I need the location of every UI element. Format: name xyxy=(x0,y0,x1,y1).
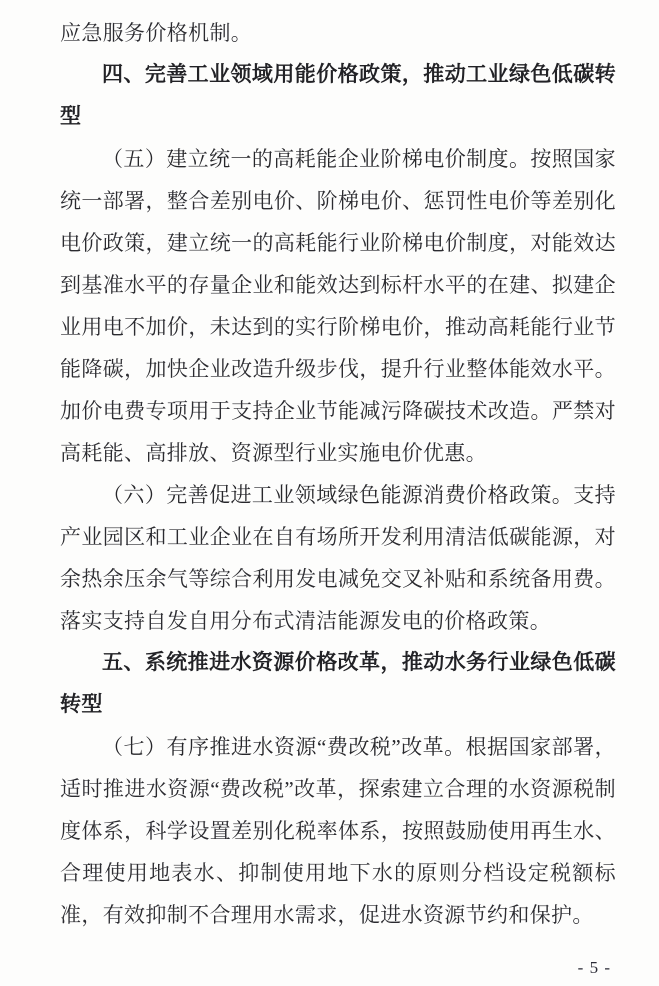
paragraph-lead-sentence: （七）有序推进水资源“费改税”改革。 xyxy=(102,735,466,759)
paragraph-lead-sentence: （六）完善促进工业领域绿色能源消费价格政策。 xyxy=(102,483,574,507)
paragraph-body-text: 根据国家部署，适时推进水资源“费改税”改革，探索建立合理的水资源税制度体系，科学设置差别化税率体系，按照鼓励使用再生水、合理使用地表水、抑制使用地下水的原则分档设定税额标准，有效抑制不合理用水需求，促进水资源节约和保护。 xyxy=(60,735,616,927)
section-heading: 五、系统推进水资源价格改革，推动水务行业绿色低碳转型 xyxy=(60,651,616,716)
paragraph-body-text: 按照国家统一部署，整合差别电价、阶梯电价、惩罚性电价等差别化电价政策，建立统一的高耗能行业阶梯电价制度，对能效达到基准水平的存量企业和能效达到标杆水平的在建、拟建企业用电不加价，未达到的实行阶梯电价，推动高耗能行业节能降碳，加快企业改造升级步伐，提升行业整体能效水平。加价电费专项用于支持企业节能减污降碳技术改造。严禁对高耗能、高排放、资源型行业实施电价优惠。 xyxy=(60,147,616,465)
document-content xyxy=(60,12,616,936)
section-heading: 四、完善工业领域用能价格政策，推动工业绿色低碳转型 xyxy=(60,63,616,128)
paragraph xyxy=(60,474,616,642)
paragraph xyxy=(60,138,616,474)
page-number: - 5 - xyxy=(577,958,611,977)
paragraph-lead-sentence: （五）建立统一的高耗能企业阶梯电价制度。 xyxy=(102,147,531,171)
paragraph-body-text: 支持产业园区和工业企业在自有场所开发利用清洁低碳能源，对余热余压余气等综合利用发电减免交叉补贴和系统备用费。落实支持自发自用分布式清洁能源发电的价格政策。 xyxy=(60,483,617,633)
paragraph xyxy=(60,726,616,936)
paragraph: 应急服务价格机制。 xyxy=(60,21,253,45)
